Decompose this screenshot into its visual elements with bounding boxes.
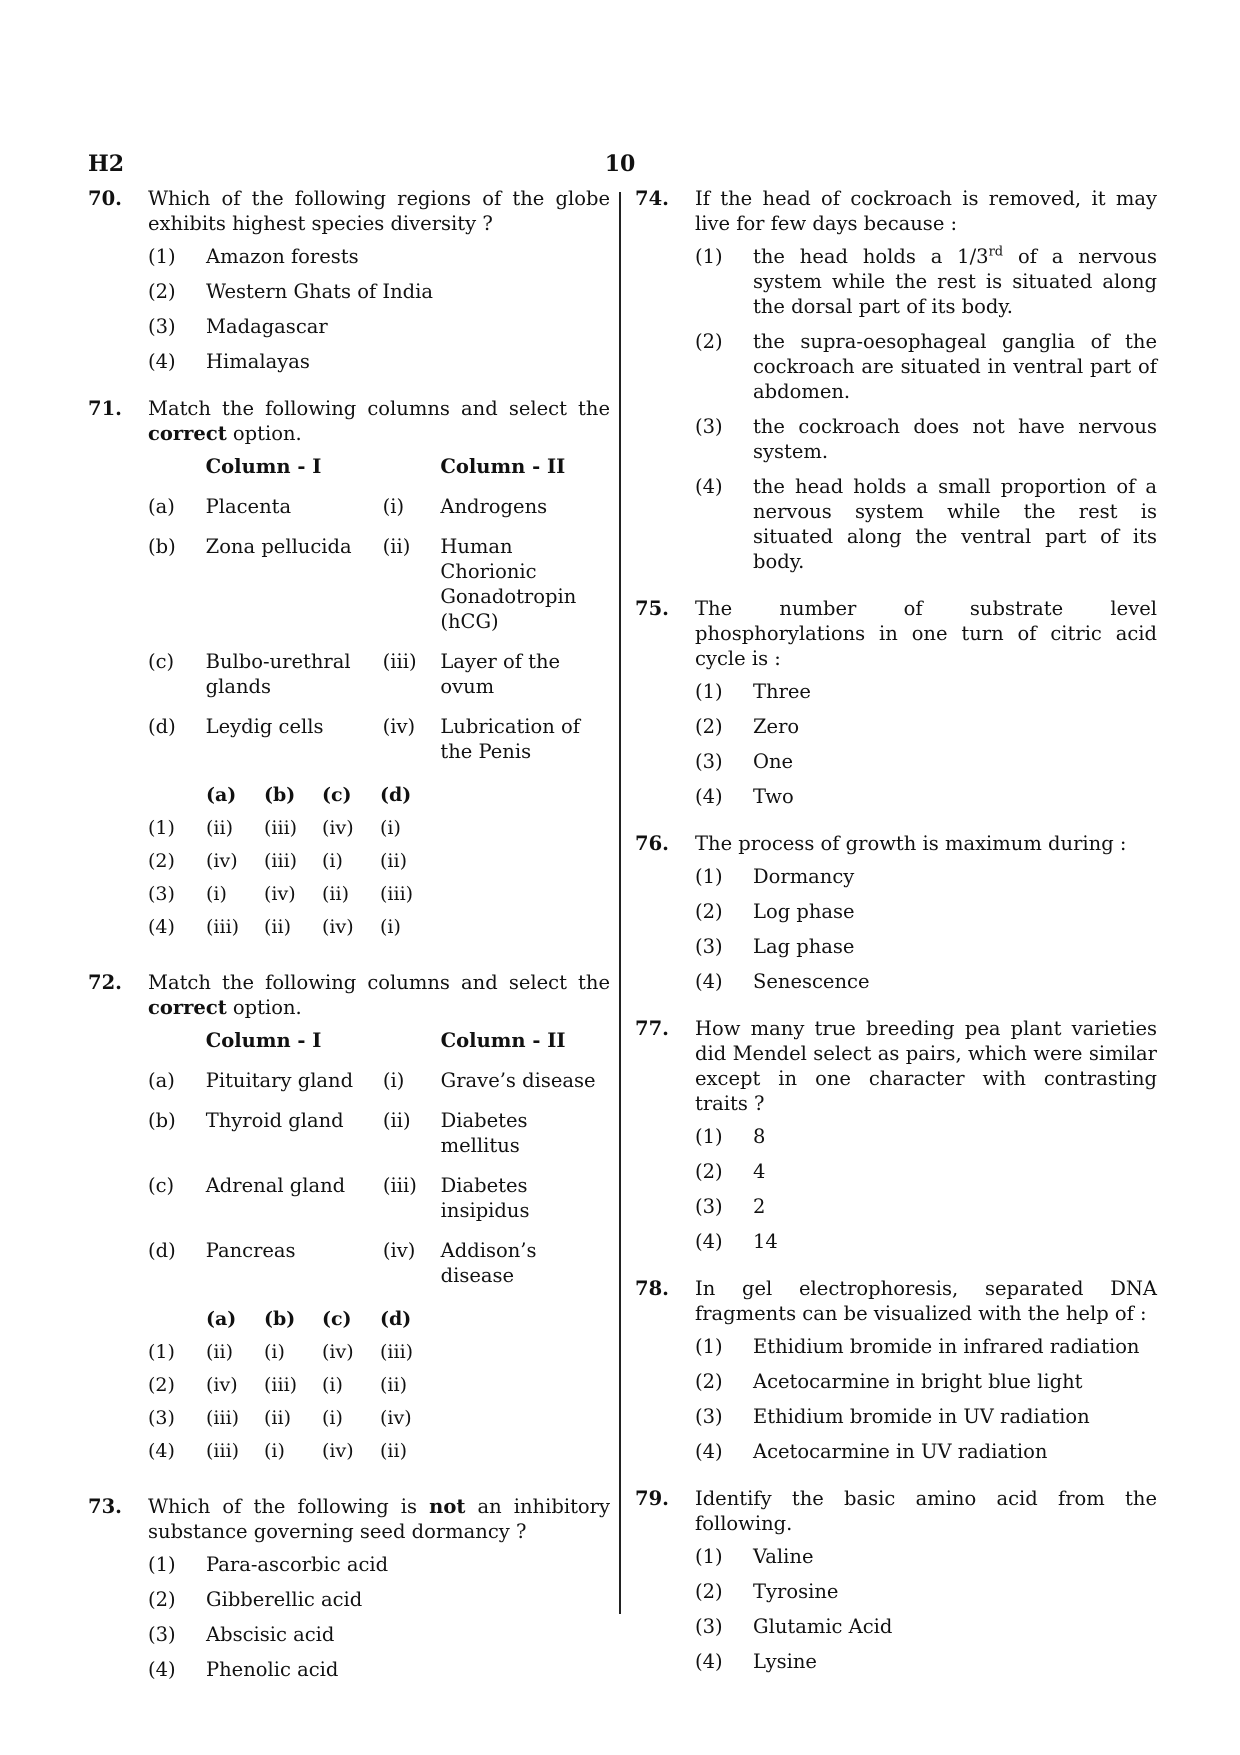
option-text: Three bbox=[753, 680, 811, 703]
match-row bbox=[148, 1108, 610, 1173]
option-number: (2) bbox=[695, 330, 723, 353]
answer-heading: (d) bbox=[380, 784, 412, 806]
option-number: (1) bbox=[695, 680, 723, 703]
option-3[interactable] bbox=[695, 749, 1157, 774]
option-3[interactable] bbox=[695, 934, 1157, 959]
question-text bbox=[148, 1494, 610, 1544]
answer-option-1[interactable] bbox=[148, 1340, 438, 1373]
question-71 bbox=[88, 396, 610, 948]
option-3[interactable] bbox=[148, 314, 610, 339]
option-number: (3) bbox=[695, 1195, 723, 1218]
question-79 bbox=[635, 1486, 1157, 1674]
row-label: (a) bbox=[148, 495, 175, 518]
option-text: Valine bbox=[753, 1545, 814, 1568]
option-text: Dormancy bbox=[753, 865, 855, 888]
option-1[interactable] bbox=[695, 1544, 1157, 1569]
answer-cell: (ii) bbox=[380, 850, 407, 872]
question-text-bold: correct bbox=[148, 996, 227, 1019]
left-column bbox=[88, 186, 610, 1704]
answer-cell: (iii) bbox=[380, 1341, 414, 1363]
question-78 bbox=[635, 1276, 1157, 1464]
option-text: Lysine bbox=[753, 1650, 817, 1673]
question-number: 72. bbox=[88, 971, 122, 994]
option-text: Acetocarmine in UV radiation bbox=[753, 1440, 1048, 1463]
option-text: Amazon forests bbox=[206, 245, 359, 268]
option-text: 2 bbox=[753, 1195, 766, 1218]
answer-table bbox=[148, 1307, 438, 1472]
row-label: (ii) bbox=[382, 535, 411, 558]
option-text: Madagascar bbox=[206, 315, 328, 338]
superscript: rd bbox=[988, 244, 1004, 260]
column-1-heading: Column - I bbox=[205, 455, 322, 478]
column-2-heading: Column - II bbox=[440, 1029, 566, 1052]
option-text: 4 bbox=[753, 1160, 766, 1183]
answer-cell: (iii) bbox=[380, 883, 414, 905]
answer-cell: (iv) bbox=[322, 1341, 354, 1363]
answer-cell: (i) bbox=[380, 817, 401, 839]
option-2[interactable] bbox=[695, 329, 1157, 404]
match-row bbox=[148, 494, 610, 534]
option-text: Log phase bbox=[753, 900, 855, 923]
column-1-item: Placenta bbox=[205, 495, 292, 518]
question-73 bbox=[88, 1494, 610, 1682]
option-number: (4) bbox=[695, 785, 723, 808]
option-4[interactable] bbox=[695, 474, 1157, 574]
column-2-item: Androgens bbox=[440, 495, 548, 518]
answer-option-3[interactable] bbox=[148, 1406, 438, 1439]
option-4[interactable] bbox=[148, 349, 610, 374]
option-number: (1) bbox=[695, 865, 723, 888]
option-3[interactable] bbox=[695, 1194, 1157, 1219]
question-text: Which of the following regions of the globe exhibits highest species diversity ? bbox=[148, 187, 610, 235]
answer-cell: (ii) bbox=[264, 1407, 291, 1429]
option-number: (4) bbox=[695, 1650, 723, 1673]
column-1-item: Pituitary gland bbox=[205, 1069, 354, 1092]
option-text: 8 bbox=[753, 1125, 766, 1148]
option-text: One bbox=[753, 750, 794, 773]
answer-cell: (ii) bbox=[206, 1341, 233, 1363]
option-text: Phenolic acid bbox=[206, 1658, 339, 1681]
row-label: (i) bbox=[382, 1069, 405, 1092]
question-text: The number of substrate level phosphorylations in one turn of citric acid cycle is : bbox=[695, 597, 1157, 670]
option-2[interactable] bbox=[695, 1159, 1157, 1184]
question-text-part: an inhibitory substance governing seed dormancy ? bbox=[148, 1495, 610, 1543]
answer-heading: (b) bbox=[264, 1308, 296, 1330]
option-number: (4) bbox=[695, 1230, 723, 1253]
column-1-item: Pancreas bbox=[205, 1239, 296, 1262]
match-row bbox=[148, 1068, 610, 1108]
option-1[interactable] bbox=[695, 1124, 1157, 1149]
option-number: (3) bbox=[148, 1623, 176, 1646]
option-text: Ethidium bromide in infrared radiation bbox=[753, 1335, 1140, 1358]
option-text: Abscisic acid bbox=[206, 1623, 335, 1646]
answer-cell: (iv) bbox=[206, 1374, 238, 1396]
option-4[interactable] bbox=[695, 1649, 1157, 1674]
option-text: Glutamic Acid bbox=[753, 1615, 893, 1638]
option-number: (4) bbox=[148, 1658, 176, 1681]
option-4[interactable] bbox=[695, 784, 1157, 809]
question-text-part: Match the following columns and select the bbox=[148, 971, 610, 994]
paper-code: H2 bbox=[88, 151, 125, 177]
column-1-item: Adrenal gland bbox=[205, 1174, 346, 1197]
option-text-part: of a nervous system while the rest is situated along the dorsal part of its body. bbox=[753, 245, 1157, 318]
option-text: the cockroach does not have nervous system. bbox=[753, 415, 1157, 463]
option-number: (1) bbox=[148, 1341, 175, 1363]
answer-cell: (iii) bbox=[264, 1374, 298, 1396]
answer-cell: (i) bbox=[322, 850, 343, 872]
answer-heading: (c) bbox=[322, 784, 352, 806]
question-77 bbox=[635, 1016, 1157, 1254]
row-label: (b) bbox=[148, 535, 176, 558]
option-4[interactable] bbox=[695, 1229, 1157, 1254]
option-1[interactable] bbox=[695, 244, 1157, 319]
option-2[interactable] bbox=[695, 899, 1157, 924]
question-number: 76. bbox=[635, 832, 669, 855]
option-text: Tyrosine bbox=[753, 1580, 839, 1603]
option-number: (1) bbox=[148, 817, 175, 839]
option-number: (4) bbox=[695, 970, 723, 993]
answer-heading: (a) bbox=[206, 1308, 237, 1330]
row-label: (b) bbox=[148, 1109, 176, 1132]
column-divider bbox=[619, 192, 621, 1614]
option-number: (2) bbox=[148, 850, 175, 872]
option-number: (2) bbox=[695, 1580, 723, 1603]
row-label: (ii) bbox=[382, 1109, 411, 1132]
option-text: the supra-oesophageal ganglia of the cockroach are situated in ventral part of abdomen. bbox=[753, 330, 1157, 403]
question-text-part: Which of the following is bbox=[148, 1495, 430, 1518]
option-text: Himalayas bbox=[206, 350, 310, 373]
option-number: (3) bbox=[148, 883, 175, 905]
option-number: (1) bbox=[695, 1125, 723, 1148]
option-number: (4) bbox=[695, 475, 723, 498]
question-number: 74. bbox=[635, 187, 669, 210]
answer-cell: (i) bbox=[206, 883, 227, 905]
question-number: 70. bbox=[88, 187, 122, 210]
answer-cell: (ii) bbox=[380, 1440, 407, 1462]
answer-option-2[interactable] bbox=[148, 1373, 438, 1406]
option-1[interactable] bbox=[695, 679, 1157, 704]
match-table bbox=[148, 1028, 610, 1303]
answer-option-2[interactable] bbox=[148, 849, 438, 882]
option-number: (3) bbox=[695, 935, 723, 958]
answer-heading: (a) bbox=[206, 784, 237, 806]
option-text: Zero bbox=[753, 715, 800, 738]
option-number: (2) bbox=[695, 900, 723, 923]
answer-cell: (ii) bbox=[264, 916, 291, 938]
answer-cell: (i) bbox=[264, 1440, 285, 1462]
answer-cell: (iv) bbox=[264, 883, 296, 905]
column-1-heading: Column - I bbox=[205, 1029, 322, 1052]
question-text-part: Match the following columns and select the bbox=[148, 397, 610, 420]
answer-option-1[interactable] bbox=[148, 816, 438, 849]
page-number: 10 bbox=[604, 151, 636, 177]
option-2[interactable] bbox=[695, 1579, 1157, 1604]
row-label: (iv) bbox=[382, 715, 416, 738]
answer-cell: (iv) bbox=[322, 1440, 354, 1462]
question-72 bbox=[88, 970, 610, 1472]
column-2-item: Layer of the ovum bbox=[440, 650, 561, 698]
column-2-item: Grave’s disease bbox=[440, 1069, 596, 1092]
question-text: In gel electrophoresis, separated DNA fragments can be visualized with the help of : bbox=[695, 1277, 1157, 1325]
answer-option-4[interactable] bbox=[148, 915, 438, 948]
column-1-item: Thyroid gland bbox=[205, 1109, 344, 1132]
option-1[interactable] bbox=[148, 244, 610, 269]
column-2-item: Diabetes mellitus bbox=[440, 1109, 528, 1157]
option-text: Gibberellic acid bbox=[206, 1588, 363, 1611]
option-text: the head holds a small proportion of a nervous system while the rest is situated along the ventral part of its body. bbox=[753, 475, 1157, 573]
option-3[interactable] bbox=[148, 1622, 610, 1647]
column-2-item: Addison’s disease bbox=[440, 1239, 537, 1287]
answer-cell: (iv) bbox=[380, 1407, 412, 1429]
answer-cell: (iii) bbox=[264, 817, 298, 839]
option-3[interactable] bbox=[695, 1404, 1157, 1429]
answer-cell: (i) bbox=[264, 1341, 285, 1363]
option-number: (2) bbox=[148, 280, 176, 303]
question-74 bbox=[635, 186, 1157, 574]
row-label: (iii) bbox=[382, 1174, 417, 1197]
answer-cell: (ii) bbox=[380, 1374, 407, 1396]
question-number: 75. bbox=[635, 597, 669, 620]
option-text: Lag phase bbox=[753, 935, 855, 958]
right-column bbox=[635, 186, 1157, 1696]
column-2-item: Diabetes insipidus bbox=[440, 1174, 530, 1222]
option-number: (1) bbox=[148, 245, 176, 268]
answer-cell: (iv) bbox=[322, 817, 354, 839]
answer-cell: (i) bbox=[322, 1374, 343, 1396]
question-number: 71. bbox=[88, 397, 122, 420]
option-number: (2) bbox=[695, 1370, 723, 1393]
question-number: 77. bbox=[635, 1017, 669, 1040]
option-1[interactable] bbox=[695, 1334, 1157, 1359]
option-3[interactable] bbox=[695, 414, 1157, 464]
option-text: Ethidium bromide in UV radiation bbox=[753, 1405, 1090, 1428]
option-text: 14 bbox=[753, 1230, 778, 1253]
answer-table bbox=[148, 783, 438, 948]
answer-cell: (iii) bbox=[206, 1440, 240, 1462]
match-row bbox=[148, 1238, 610, 1303]
answer-heading: (d) bbox=[380, 1308, 412, 1330]
answer-option-4[interactable] bbox=[148, 1439, 438, 1472]
option-number: (2) bbox=[695, 1160, 723, 1183]
option-number: (1) bbox=[695, 245, 723, 268]
match-row bbox=[148, 534, 610, 649]
row-label: (c) bbox=[148, 1174, 175, 1197]
option-number: (3) bbox=[695, 1615, 723, 1638]
option-number: (4) bbox=[148, 1440, 175, 1462]
option-text-part: the head holds a 1/3 bbox=[753, 245, 989, 268]
column-1-item: Leydig cells bbox=[205, 715, 324, 738]
question-text-part: option. bbox=[226, 422, 302, 445]
option-2[interactable] bbox=[695, 714, 1157, 739]
column-2-item: Human Chorionic Gonadotropin (hCG) bbox=[440, 535, 577, 633]
option-number: (3) bbox=[695, 1405, 723, 1428]
question-number: 79. bbox=[635, 1487, 669, 1510]
option-2[interactable] bbox=[148, 279, 610, 304]
column-1-item: Bulbo-urethral glands bbox=[205, 650, 351, 698]
answer-heading: (b) bbox=[264, 784, 296, 806]
row-label: (d) bbox=[148, 1239, 176, 1262]
option-2[interactable] bbox=[148, 1587, 610, 1612]
question-text: The process of growth is maximum during : bbox=[695, 832, 1127, 855]
column-2-heading: Column - II bbox=[440, 455, 566, 478]
option-number: (4) bbox=[148, 916, 175, 938]
row-label: (a) bbox=[148, 1069, 175, 1092]
row-label: (i) bbox=[382, 495, 405, 518]
question-76 bbox=[635, 831, 1157, 994]
option-number: (1) bbox=[695, 1545, 723, 1568]
option-number: (3) bbox=[695, 415, 723, 438]
option-1[interactable] bbox=[695, 864, 1157, 889]
option-number: (3) bbox=[148, 315, 176, 338]
question-text: If the head of cockroach is removed, it may live for few days because : bbox=[695, 187, 1157, 235]
answer-cell: (ii) bbox=[322, 883, 349, 905]
row-label: (iv) bbox=[382, 1239, 416, 1262]
match-table bbox=[148, 454, 610, 779]
row-label: (iii) bbox=[382, 650, 417, 673]
match-row bbox=[148, 714, 610, 779]
question-text-part: option. bbox=[226, 996, 302, 1019]
option-number: (3) bbox=[148, 1407, 175, 1429]
column-2-item: Lubrication of the Penis bbox=[440, 715, 580, 763]
option-3[interactable] bbox=[695, 1614, 1157, 1639]
option-text: Senescence bbox=[753, 970, 870, 993]
option-number: (1) bbox=[148, 1553, 176, 1576]
question-text-bold: not bbox=[429, 1495, 466, 1518]
answer-cell: (i) bbox=[322, 1407, 343, 1429]
option-number: (1) bbox=[695, 1335, 723, 1358]
answer-cell: (iii) bbox=[264, 850, 298, 872]
option-text: Two bbox=[753, 785, 794, 808]
answer-option-3[interactable] bbox=[148, 882, 438, 915]
question-text bbox=[148, 970, 610, 1020]
question-number: 78. bbox=[635, 1277, 669, 1300]
match-row bbox=[148, 649, 610, 714]
option-4[interactable] bbox=[695, 969, 1157, 994]
row-label: (d) bbox=[148, 715, 176, 738]
option-number: (2) bbox=[148, 1588, 176, 1611]
option-text: Para-ascorbic acid bbox=[206, 1553, 389, 1576]
column-1-item: Zona pellucida bbox=[205, 535, 352, 558]
answer-cell: (iii) bbox=[206, 916, 240, 938]
match-row bbox=[148, 1173, 610, 1238]
answer-cell: (iii) bbox=[206, 1407, 240, 1429]
option-number: (4) bbox=[148, 350, 176, 373]
answer-cell: (ii) bbox=[206, 817, 233, 839]
option-number: (2) bbox=[148, 1374, 175, 1396]
question-75 bbox=[635, 596, 1157, 809]
option-number: (2) bbox=[695, 715, 723, 738]
option-text bbox=[753, 244, 1157, 319]
option-text: Western Ghats of India bbox=[206, 280, 434, 303]
option-4[interactable] bbox=[148, 1657, 610, 1682]
question-text-bold: correct bbox=[148, 422, 227, 445]
question-70 bbox=[88, 186, 610, 374]
option-number: (3) bbox=[695, 750, 723, 773]
option-2[interactable] bbox=[695, 1369, 1157, 1394]
row-label: (c) bbox=[148, 650, 175, 673]
option-4[interactable] bbox=[695, 1439, 1157, 1464]
question-text bbox=[148, 396, 610, 446]
option-text: Acetocarmine in bright blue light bbox=[753, 1370, 1083, 1393]
answer-heading: (c) bbox=[322, 1308, 352, 1330]
question-text: How many true breeding pea plant varieties did Mendel select as pairs, which were similar except in one character with contrasting traits ? bbox=[695, 1017, 1157, 1115]
question-text: Identify the basic amino acid from the following. bbox=[695, 1487, 1157, 1535]
answer-cell: (i) bbox=[380, 916, 401, 938]
question-number: 73. bbox=[88, 1495, 122, 1518]
answer-cell: (iv) bbox=[206, 850, 238, 872]
answer-cell: (iv) bbox=[322, 916, 354, 938]
option-1[interactable] bbox=[148, 1552, 610, 1577]
option-number: (4) bbox=[695, 1440, 723, 1463]
